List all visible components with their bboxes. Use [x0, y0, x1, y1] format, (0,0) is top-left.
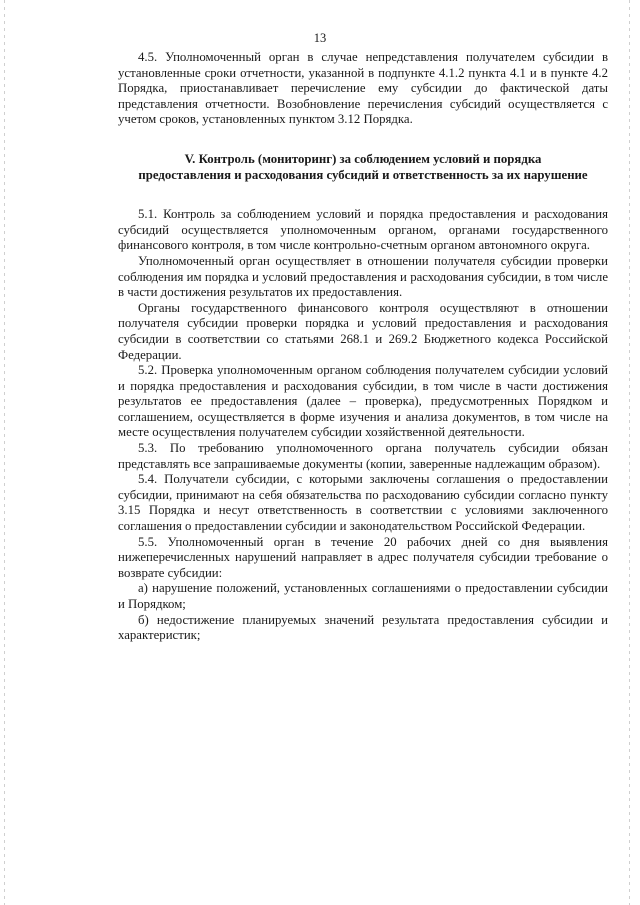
- page-number: 13: [313, 31, 327, 45]
- paragraph-5-4: 5.4. Получатели субсидии, с которыми заключены соглашения о предоставлении субсидии, принимают на себя обязательства по расходованию субсидии согласно пункту 3.15 Порядка и несут ответственность в соответствии с условиями заключенного соглашения о предоставлении субсидии и законодательством Российской Федерации.: [118, 472, 608, 534]
- scan-edge-left: [4, 0, 5, 905]
- paragraph-5-2: 5.2. Проверка уполномоченным органом соблюдения получателем субсидии условий и порядка предоставления и расходования субсидии, в том числе в части достижения результатов ее предоставления (далее – проверка), предусмотренных Порядком и соглашением, осуществляется в форме изучения и анализа документов, в том числе на месте осуществления получателем субсидии хозяйственной деятельности.: [118, 363, 608, 440]
- list-item-b: б) недостижение планируемых значений результата предоставления субсидии и характеристик;: [118, 612, 608, 643]
- scan-edge-right: [629, 0, 630, 905]
- list-item-a: а) нарушение положений, установленных соглашениями о предоставлении субсидии и Порядком;: [118, 581, 608, 611]
- document-body: [118, 50, 608, 644]
- paragraph-4-5: 4.5. Уполномоченный орган в случае непредставления получателем субсидии в установленные сроки отчетности, указанной в подпункте 4.1.2 пункта 4.1 и в пункте 4.2 Порядка, приостанавливает перечисление ему субсидии до фактической даты представления отчетности. Возобновление перечисления субсидий осуществляется с учетом сроков, установленных пунктом 3.12 Порядка.: [118, 50, 608, 127]
- paragraph-5-1-finance-control: Органы государственного финансового контроля осуществляют в отношении получателя субсидии проверки порядка и условий предоставления и расходования субсидии в соответствии со статьями 268.1 и 269.2 Бюджетного кодекса Российской Федерации.: [118, 300, 608, 362]
- paragraph-5-1: 5.1. Контроль за соблюдением условий и порядка предоставления и расходования субсидий осуществляется уполномоченным органом, органами государственного финансового контроля, в том числе контрольно-счетным органом автономного округа.: [118, 207, 608, 253]
- section-heading: V. Контроль (мониторинг) за соблюдением условий и порядка предоставления и расходования субсидий и ответственность за их нарушение: [138, 151, 588, 182]
- paragraph-5-5: 5.5. Уполномоченный орган в течение 20 рабочих дней со дня выявления нижеперечисленных нарушений направляет в адрес получателя субсидии требование о возврате субсидии:: [118, 534, 608, 580]
- paragraph-5-3: 5.3. По требованию уполномоченного органа получатель субсидии обязан представлять все запрашиваемые документы (копии, заверенные надлежащим образом).: [118, 441, 608, 471]
- paragraph-5-1-authority: Уполномоченный орган осуществляет в отношении получателя субсидии проверки соблюдения им порядка и условий предоставления и расходования субсидии, в том числе в части достижения результатов их предоставления.: [118, 253, 608, 300]
